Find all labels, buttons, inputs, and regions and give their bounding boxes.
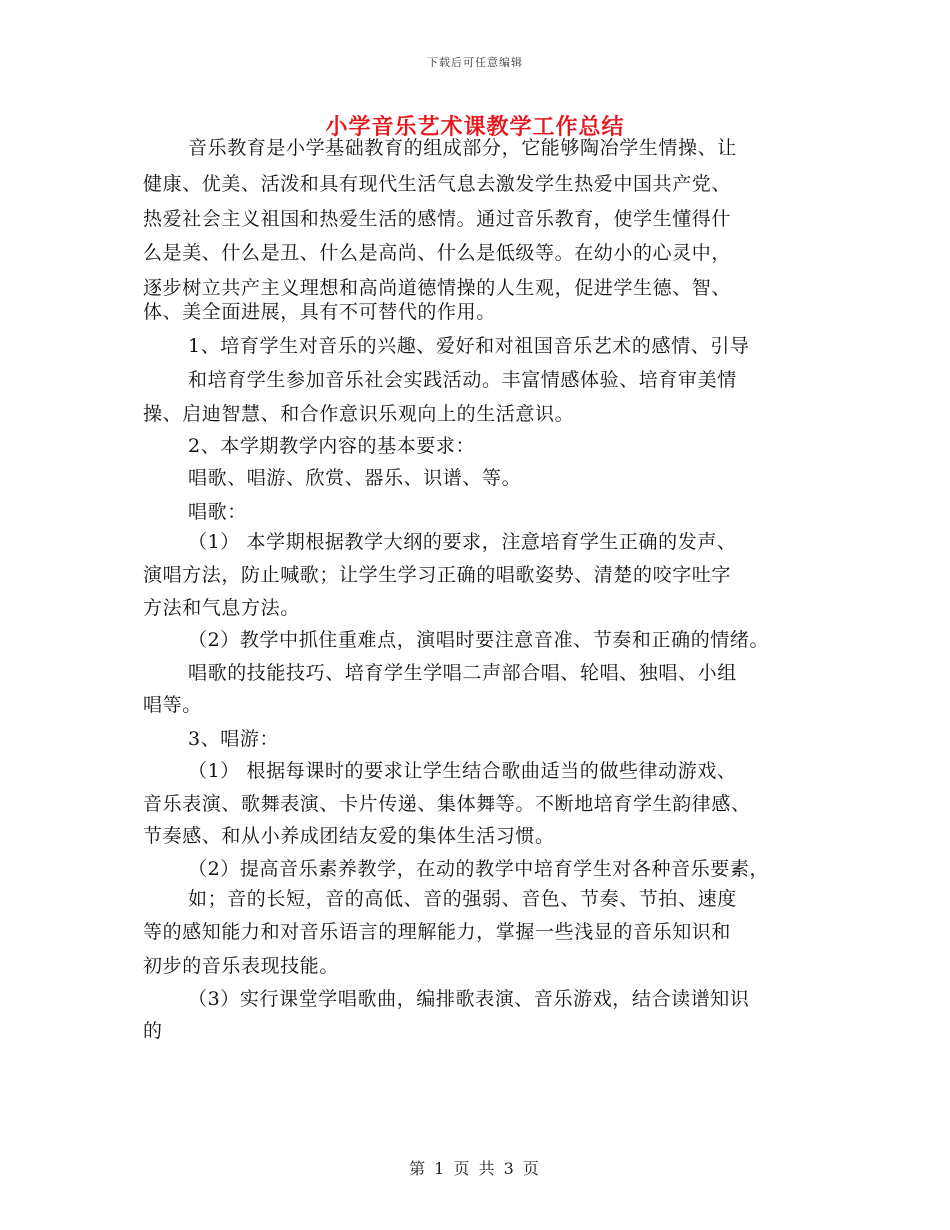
paragraph-line: 方法和气息方法。 (143, 597, 300, 619)
paragraph-line: （3）实行课堂学唱歌曲，编排歌表演、音乐游戏，结合读谱知识 (188, 988, 750, 1010)
paragraph-line: 和培育学生参加音乐社会实践活动。丰富情感体验、培育审美情 (188, 369, 737, 391)
paragraph-line: 健康、优美、活泼和具有现代生活气息去激发学生热爱中国共产党、 (143, 173, 732, 195)
paragraph-line: （1） 根据每课时的要求让学生结合歌曲适当的做些律动游戏、 (188, 760, 737, 782)
document-title: 小学音乐艺术课教学工作总结 (325, 114, 625, 140)
paragraph-line: 操、启迪智慧、和合作意识乐观向上的生活意识。 (143, 403, 575, 425)
paragraph-line: 音乐表演、歌舞表演、卡片传递、集体舞等。不断地培育学生韵律感、 (143, 793, 751, 815)
paragraph-line: 热爱社会主义祖国和热爱生活的感情。通过音乐教育，使学生懂得什 (143, 208, 732, 230)
paragraph-line: 唱歌的技能技巧、培育学生学唱二声部合唱、轮唱、独唱、小组 (188, 662, 737, 684)
paragraph-line: 节奏感、和从小养成团结友爱的集体生活习惯。 (143, 825, 555, 847)
header-note: 下载后可任意编辑 (427, 56, 523, 69)
paragraph-line: 1、培育学生对音乐的兴趣、爱好和对祖国音乐艺术的感情、引导 (188, 335, 750, 357)
paragraph-line: （2）提高音乐素养教学，在动的教学中培育学生对各种音乐要素， (188, 858, 770, 880)
paragraph-line: 3、唱游： (188, 728, 280, 750)
paragraph-line: （2）教学中抓住重难点，演唱时要注意音准、节奏和正确的情绪。 (188, 629, 770, 651)
paragraph-line: 初步的音乐表现技能。 (143, 955, 340, 977)
paragraph-line: 唱歌： (188, 501, 247, 523)
paragraph-line: 逐步树立共产主义理想和高尚道德情操的人生观，促进学生德、智、 (143, 277, 732, 299)
paragraph-line: 唱等。 (143, 694, 202, 716)
paragraph-line: 么是美、什么是丑、什么是高尚、什么是低级等。在幼小的心灵中， (143, 242, 732, 264)
paragraph-line: 等的感知能力和对音乐语言的理解能力，掌握一些浅显的音乐知识和 (143, 921, 732, 943)
paragraph-line: 唱歌、唱游、欣赏、器乐、识谱、等。 (188, 467, 522, 489)
paragraph-line: 如；音的长短，音的高低、音的强弱、音色、节奏、节拍、速度 (188, 888, 737, 910)
paragraph-line: 演唱方法，防止喊歌；让学生学习正确的唱歌姿势、清楚的咬字吐字 (143, 564, 732, 586)
page-footer: 第 1 页 共 3 页 (409, 1159, 541, 1178)
paragraph-line: 音乐教育是小学基础教育的组成部分，它能够陶冶学生情操、让 (188, 137, 737, 159)
paragraph-line: 2、本学期教学内容的基本要求： (188, 435, 476, 457)
paragraph-line: 体、美全面进展，具有不可替代的作用。 (143, 301, 496, 323)
paragraph-line: （1） 本学期根据教学大纲的要求，注意培育学生正确的发声、 (188, 531, 737, 553)
paragraph-line: 的 (143, 1020, 163, 1042)
